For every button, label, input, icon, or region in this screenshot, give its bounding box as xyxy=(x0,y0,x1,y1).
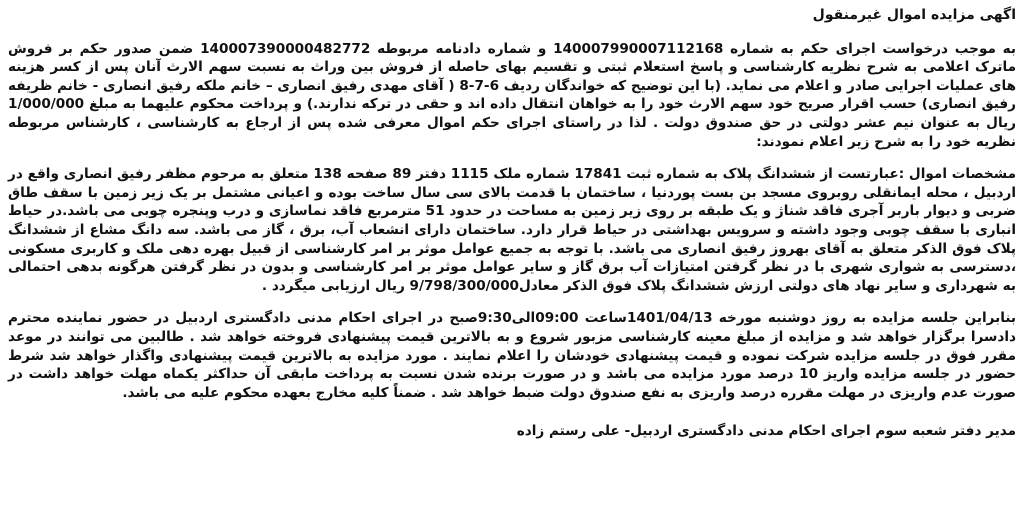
paragraph-court-ruling: به موجب درخواست اجرای حکم به شماره 140007990007112168 و شماره دادنامه مربوطه 140007390000482772 ضمن صدور حکم بر فروش ماترک اعلامی به شرح نظریه کارشناسی و پاسخ استعلام ثبتی و تقسیم بهای حاصله از فروش بین وراث به نسبت سهم الارث آنان پس از کسر هزینه های عملیات اجرایی صادر و اعلام می نماید. (با این توضیح که خواندگان ردیف 6-7-8 ( آقای مهدی رفیق انصاری – خانم ملکه رفیق انصاری - خانم ظریفه رفیق انصاری) حسب اقرار صریح خود سهم الارث خود را به خواهان انتقال داده اند و حقی در ترکه ندارند.) و پرداخت محکوم علیهما به مبلغ 1/000/000 ریال به عنوان نیم عشر دولتی در حق صندوق دولت . لذا در راستای اجرای حکم اموال معرفی شده پس از ارجاع به کارشناسی ، کارشناس مربوطه نظریه خود را به شرح زیر اعلام نمودند: xyxy=(8,40,1016,150)
signature-line: مدیر دفتر شعبه سوم اجرای احکام مدنی دادگستری اردبیل- علی رستم زاده xyxy=(516,423,1016,440)
paragraph-property-specifications: مشخصات اموال :عبارتست از ششدانگ پلاک به شماره ثبت 17841 شماره ملک 1115 دفتر 89 صفحه 138 متعلق به مرحوم مظفر رفیق انصاری واقع در اردبیل ، محله ایمانقلی روبروی مسجد بن بست پوردنیا ، ساختمان با قدمت بالای سی سال ساخت بوده و اعیانی مشتمل بر یک زیر زمین با سقف طاق ضربی و دیوار باربر آجری فاقد شناژ و یک طبقه بر روی زیر زمین به مساحت در حدود 51 مترمربع فاقد نماسازی و درب وپنجره چوبی می باشد.در حیاط انباری با سقف چوبی وجود داشته و سرویس بهداشتی در حیاط قرار دارد. ساختمان دارای انشعاب آب، برق ، گاز می باشد. سه دانگ مشاع از ششدانگ پلاک فوق الذکر متعلق به آقای بهروز رفیق انصاری می باشد. با توجه به جمیع عوامل موثر بر امر کارشناسی از قبیل بهره دهی ملک و کاربری مسکونی ،دسترسی به شواری شهری با در نظر گرفتن امتیازات آب برق گاز و سایر عوامل موثر بر امر کارشناسی و بدون در نظر گرفتن هرگونه بدهی احتمالی به شهرداری و سایر نهاد های دولتی ارزش ششدانگ پلاک فوق الذکر معادل9/798/300/000 ریال ارزیابی میگردد . xyxy=(8,166,1016,294)
auction-notice-document xyxy=(8,6,1016,524)
notice-title: اگهی مزایده اموال غیرمنقول xyxy=(812,7,1016,23)
paragraph-auction-session: بنابراین جلسه مزایده به روز دوشنبه مورخه 1401/04/13ساعت 09:00الی9:30صبح در اجرای احکام مدنی دادگستری اردبیل در حضور نماینده محترم دادسرا برگزار خواهد شد و مزایده از مبلغ معینه کارشناسی مزبور شروع و به بالاترین قیمت پیشنهادی فروخته خواهد شد . طالبین می توانند در موعد مقرر فوق در جلسه مزایده شرکت نموده و قیمت پیشنهادی خودشان را اعلام نمایند . مورد مزایده به بالاترین قیمت پیشنهادی واگذار خواهد شد شرط حضور در جلسه مزایده واریز 10 درصد مورد مزایده می باشد و در صورت برنده شدن نسبت به پرداخت مابقی آن حداکثر یکماه مهلت خواهد داشت در صورت عدم واریزی در مهلت مقرره درصد واریزی به نفع صندوق دولت ضبط خواهد شد . ضمناً کلیه مخارج بعهده محکوم علیه می باشد. xyxy=(8,310,1017,401)
